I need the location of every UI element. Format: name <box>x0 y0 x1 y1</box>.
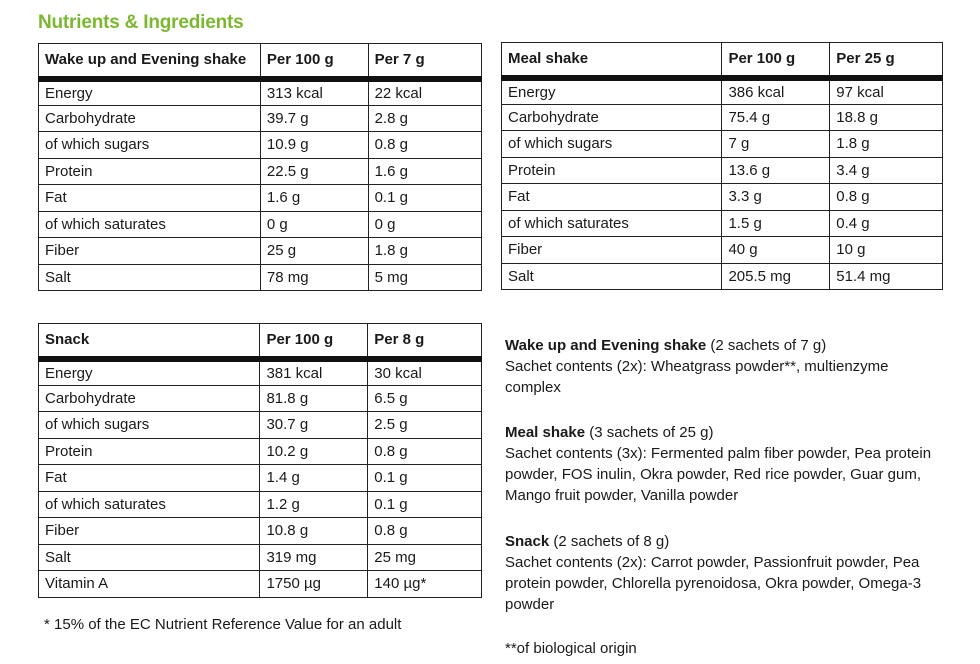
ingredient-contents: Sachet contents (2x): Wheatgrass powder**, multienzyme complex <box>505 358 889 396</box>
value-cell: 25 mg <box>368 544 482 571</box>
table-row <box>502 237 943 264</box>
nutrient-cell: of which sugars <box>502 131 722 158</box>
nutrient-cell: Carbohydrate <box>39 385 260 412</box>
ingredient-product-name: Meal shake <box>505 424 586 441</box>
value-cell: 25 g <box>260 238 368 265</box>
value-cell: 0.4 g <box>830 210 943 237</box>
table-row <box>39 211 482 238</box>
value-cell: 1.8 g <box>830 131 943 158</box>
header-cell: Per 100 g <box>722 43 830 78</box>
value-cell: 30.7 g <box>260 412 368 439</box>
table-row <box>39 518 482 545</box>
table-header-row <box>502 43 943 78</box>
table-row <box>502 131 943 158</box>
nutrient-cell: Carbohydrate <box>39 105 261 132</box>
table-header-row <box>39 44 482 79</box>
table-row <box>502 104 943 131</box>
value-cell: 22.5 g <box>260 158 368 185</box>
table-row <box>39 465 482 492</box>
value-cell: 0.1 g <box>368 465 482 492</box>
table-row <box>39 238 482 265</box>
ingredient-quantity: (2 sachets of 7 g) <box>706 337 827 354</box>
value-cell: 6.5 g <box>368 385 482 412</box>
nutrient-cell: of which saturates <box>39 491 260 518</box>
value-cell: 18.8 g <box>830 104 943 131</box>
table-row <box>39 264 482 291</box>
ingredient-contents: Sachet contents (3x): Fermented palm fiber powder, Pea protein powder, FOS inulin, Okra powder, Red rice powder, Guar gum, Mango fruit powder, Vanilla powder <box>505 445 932 504</box>
table-header-row <box>39 324 482 359</box>
value-cell: 0.8 g <box>368 132 481 159</box>
nutrient-cell: Protein <box>39 438 260 465</box>
value-cell: 5 mg <box>368 264 481 291</box>
value-cell: 78 mg <box>260 264 368 291</box>
header-cell: Per 7 g <box>368 44 481 79</box>
value-cell: 1.5 g <box>722 210 830 237</box>
origin-note: **of biological origin <box>505 640 637 657</box>
table-row <box>502 184 943 211</box>
nutrient-cell: Energy <box>39 359 260 386</box>
ingredient-product-name: Snack <box>505 533 550 550</box>
table-row <box>502 210 943 237</box>
value-cell: 313 kcal <box>260 79 368 106</box>
nutrient-cell: Vitamin A <box>39 571 260 598</box>
table-row <box>39 385 482 412</box>
value-cell: 40 g <box>722 237 830 264</box>
nutrient-cell: Salt <box>39 264 261 291</box>
nutrient-cell: of which sugars <box>39 412 260 439</box>
nutrient-cell: Energy <box>502 78 722 105</box>
value-cell: 0.1 g <box>368 491 482 518</box>
value-cell: 13.6 g <box>722 157 830 184</box>
ingredient-quantity: (2 sachets of 8 g) <box>549 533 670 550</box>
nutrient-cell: Fat <box>39 185 261 212</box>
value-cell: 10 g <box>830 237 943 264</box>
nutrient-cell: Protein <box>502 157 722 184</box>
table-row <box>39 158 482 185</box>
value-cell: 205.5 mg <box>722 263 830 290</box>
nutrient-cell: of which saturates <box>502 210 722 237</box>
header-cell: Per 100 g <box>260 324 368 359</box>
value-cell: 51.4 mg <box>830 263 943 290</box>
footnote: * 15% of the EC Nutrient Reference Value for an adult <box>44 616 402 633</box>
value-cell: 0 g <box>368 211 481 238</box>
value-cell: 75.4 g <box>722 104 830 131</box>
ingredient-quantity: (3 sachets of 25 g) <box>585 424 714 441</box>
value-cell: 0.8 g <box>368 438 482 465</box>
header-cell: Per 25 g <box>830 43 943 78</box>
table-row <box>502 157 943 184</box>
ingredient-block-wake-evening <box>505 335 935 398</box>
value-cell: 1.6 g <box>368 158 481 185</box>
nutrient-cell: Salt <box>39 544 260 571</box>
value-cell: 140 µg* <box>368 571 482 598</box>
table-row <box>39 79 482 106</box>
value-cell: 30 kcal <box>368 359 482 386</box>
nutrient-cell: Protein <box>39 158 261 185</box>
value-cell: 0.8 g <box>830 184 943 211</box>
value-cell: 1.2 g <box>260 491 368 518</box>
table-row <box>39 571 482 598</box>
table-row <box>39 412 482 439</box>
table-row <box>39 105 482 132</box>
ingredient-block-snack <box>505 531 935 615</box>
value-cell: 3.4 g <box>830 157 943 184</box>
nutrient-cell: of which saturates <box>39 211 261 238</box>
page-title: Nutrients & Ingredients <box>38 12 244 33</box>
value-cell: 319 mg <box>260 544 368 571</box>
value-cell: 0 g <box>260 211 368 238</box>
value-cell: 1.8 g <box>368 238 481 265</box>
nutrient-cell: of which sugars <box>39 132 261 159</box>
value-cell: 386 kcal <box>722 78 830 105</box>
table-row <box>39 544 482 571</box>
header-cell: Per 100 g <box>260 44 368 79</box>
nutrient-cell: Carbohydrate <box>502 104 722 131</box>
value-cell: 97 kcal <box>830 78 943 105</box>
value-cell: 3.3 g <box>722 184 830 211</box>
ingredient-product-name: Wake up and Evening shake <box>505 337 707 354</box>
value-cell: 7 g <box>722 131 830 158</box>
value-cell: 81.8 g <box>260 385 368 412</box>
table-row <box>39 359 482 386</box>
value-cell: 10.2 g <box>260 438 368 465</box>
header-cell: Per 8 g <box>368 324 482 359</box>
value-cell: 10.8 g <box>260 518 368 545</box>
value-cell: 0.1 g <box>368 185 481 212</box>
value-cell: 1.6 g <box>260 185 368 212</box>
snack-nutrition-table <box>38 323 482 598</box>
nutrient-cell: Fat <box>39 465 260 492</box>
nutrient-cell: Fiber <box>39 518 260 545</box>
value-cell: 1750 µg <box>260 571 368 598</box>
table-row <box>502 263 943 290</box>
value-cell: 381 kcal <box>260 359 368 386</box>
header-cell: Snack <box>39 324 260 359</box>
table-row <box>39 185 482 212</box>
value-cell: 22 kcal <box>368 79 481 106</box>
value-cell: 39.7 g <box>260 105 368 132</box>
header-cell: Wake up and Evening shake <box>39 44 261 79</box>
value-cell: 0.8 g <box>368 518 482 545</box>
table-row <box>39 132 482 159</box>
nutrient-cell: Fat <box>502 184 722 211</box>
table-row <box>39 491 482 518</box>
value-cell: 2.8 g <box>368 105 481 132</box>
value-cell: 1.4 g <box>260 465 368 492</box>
nutrient-cell: Energy <box>39 79 261 106</box>
nutrient-cell: Salt <box>502 263 722 290</box>
header-cell: Meal shake <box>502 43 722 78</box>
table-row <box>39 438 482 465</box>
value-cell: 10.9 g <box>260 132 368 159</box>
nutrient-cell: Fiber <box>502 237 722 264</box>
wake-evening-nutrition-table <box>38 43 482 291</box>
nutrient-cell: Fiber <box>39 238 261 265</box>
ingredient-block-meal-shake <box>505 422 935 506</box>
value-cell: 2.5 g <box>368 412 482 439</box>
table-row <box>502 78 943 105</box>
ingredient-contents: Sachet contents (2x): Carrot powder, Passionfruit powder, Pea protein powder, Chlorella pyrenoidosa, Okra powder, Omega-3 powder <box>505 554 922 613</box>
meal-shake-nutrition-table <box>501 42 943 290</box>
